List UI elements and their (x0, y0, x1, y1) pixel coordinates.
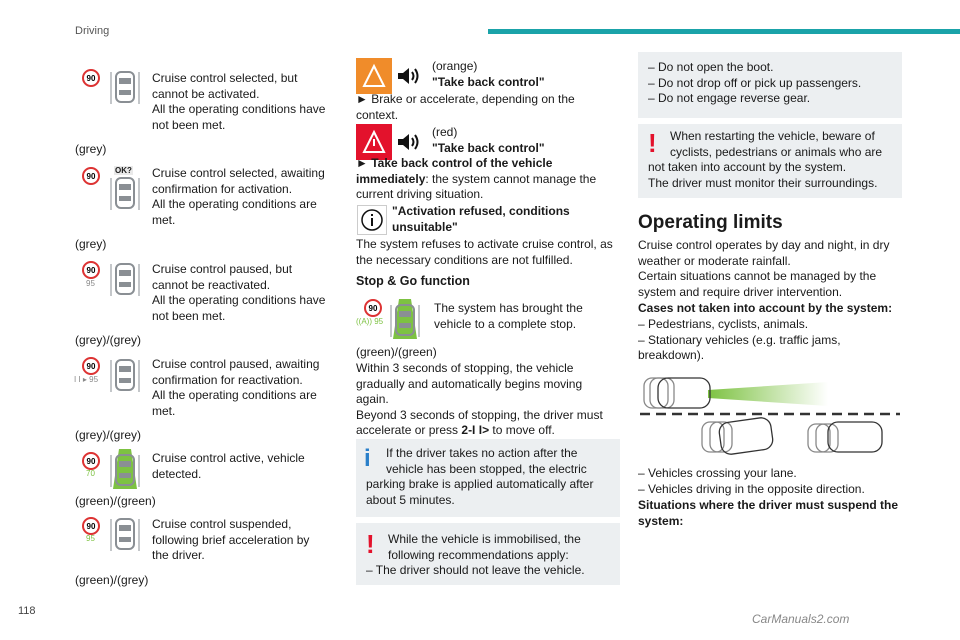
limits-para: Cruise control operates by day and night, in dry weather or moderate rainfall. Certain situations cannot be managed by the system and require driver intervention. (638, 238, 890, 299)
item1-caption: (grey) (75, 142, 107, 156)
section-title: Operating limits (638, 212, 783, 233)
speed-limit-icon: 90 (82, 69, 100, 87)
warning-red-icon (356, 124, 392, 160)
set-speed: I I ▸ 95 (74, 375, 99, 384)
item3-text: Cruise control paused, but cannot be reactivated. All the operating conditions have not been met. (152, 262, 326, 323)
item3-caption: (grey)/(grey) (75, 333, 142, 347)
warning-box-continued: – Do not open the boot. – Do not drop off or pick up passengers. – Do not engage reverse gear. (638, 52, 902, 118)
cases-list-2: – Vehicles crossing your lane. – Vehicles driving in the opposite direction. (638, 466, 865, 496)
cases-heading: Cases not taken into account by the system: (638, 301, 893, 315)
section-header: Driving (75, 25, 110, 37)
warning-box: ! While the vehicle is immobilised, the following recommendations apply: – The driver should not leave the vehicle. (356, 523, 620, 585)
stopgo-caption: (green)/(green) (356, 345, 437, 359)
item6-caption: (green)/(grey) (75, 573, 149, 587)
speed-limit-icon: 90 (364, 299, 382, 317)
warning-box: ! When restarting the vehicle, beware of cyclists, pedestrians or animals who are not taken into account by the system. The driver must monitor their surroundings. (638, 124, 902, 198)
speed-limit-icon: 90 (82, 261, 100, 279)
car-green-icon (110, 447, 140, 491)
car-green-icon (390, 297, 420, 341)
exclamation-icon: ! (366, 529, 375, 559)
speed-limit-icon: 90 (82, 517, 100, 535)
item4-text: Cruise control paused, awaiting confirmation for reactivation. All the operating conditions are met. (152, 357, 320, 418)
exclamation-icon: ! (648, 128, 657, 158)
header-accent-bar (488, 29, 960, 34)
car-grey-icon (110, 515, 140, 555)
item2-caption: (grey) (75, 237, 107, 251)
car-grey-icon (110, 68, 140, 108)
info-icon: i (364, 445, 371, 472)
cases-list: – Pedestrians, cyclists, animals. – Stationary vehicles (e.g. traffic jams, breakdown). (638, 317, 841, 362)
stopgo-text: The system has brought the vehicle to a complete stop. (434, 301, 583, 331)
red-label: (red) "Take back control" (432, 125, 545, 155)
suspend-heading: Situations where the driver must suspend the system: (638, 498, 899, 528)
set-speed: 95 (86, 534, 95, 543)
warning-orange-icon (356, 58, 392, 94)
orange-action: ► Brake or accelerate, depending on the context. (356, 92, 575, 122)
car-grey-icon (110, 356, 140, 396)
watermark: CarManuals2.com (752, 612, 850, 626)
stopgo-title: Stop & Go function (356, 274, 470, 288)
speed-limit-icon: 90 (82, 167, 100, 185)
item2-text: Cruise control selected, awaiting confirmation for activation. All the operating conditions are met. (152, 166, 325, 227)
stopgo-para: Within 3 seconds of stopping, the vehicle gradually and automatically begins moving again. Beyond 3 seconds of stopping, the driver must accelerate or press 2-I I> to move off. (356, 361, 603, 437)
car-grey-icon (110, 260, 140, 300)
page-number: 118 (18, 605, 36, 617)
sound-icon (395, 130, 425, 154)
orange-label: (orange) "Take back control" (432, 59, 545, 89)
speed-limit-icon: 90 (82, 452, 100, 470)
item5-text: Cruise control active, vehicle detected. (152, 451, 305, 481)
set-speed: ((A)) 95 (356, 317, 384, 326)
set-speed: 95 (86, 279, 95, 288)
speed-limit-icon: 90 (82, 357, 100, 375)
car-grey-icon (110, 176, 140, 216)
refused-label: "Activation refused, conditions unsuitable" (392, 204, 570, 234)
lane-change-illustration (638, 370, 900, 455)
item6-text: Cruise control suspended, following brief acceleration by the driver. (152, 517, 310, 562)
item1-text: Cruise control selected, but cannot be activated. All the operating conditions have not been met. (152, 71, 326, 132)
set-speed: 70 (86, 469, 95, 478)
sound-icon (395, 64, 425, 88)
red-action: ► Take back control of the vehicle immediately: the system cannot manage the current driving situation. (356, 156, 597, 201)
refused-desc: The system refuses to activate cruise control, as the necessary conditions are not fulfilled. (356, 237, 613, 267)
item4-caption: (grey)/(grey) (75, 428, 142, 442)
info-box: i If the driver takes no action after the vehicle has been stopped, the electric parking brake is applied automatically after about 5 minutes. (356, 439, 620, 517)
info-circle-icon (357, 205, 387, 235)
item5-caption: (green)/(green) (75, 494, 156, 508)
ok-badge: OK? (115, 166, 132, 175)
